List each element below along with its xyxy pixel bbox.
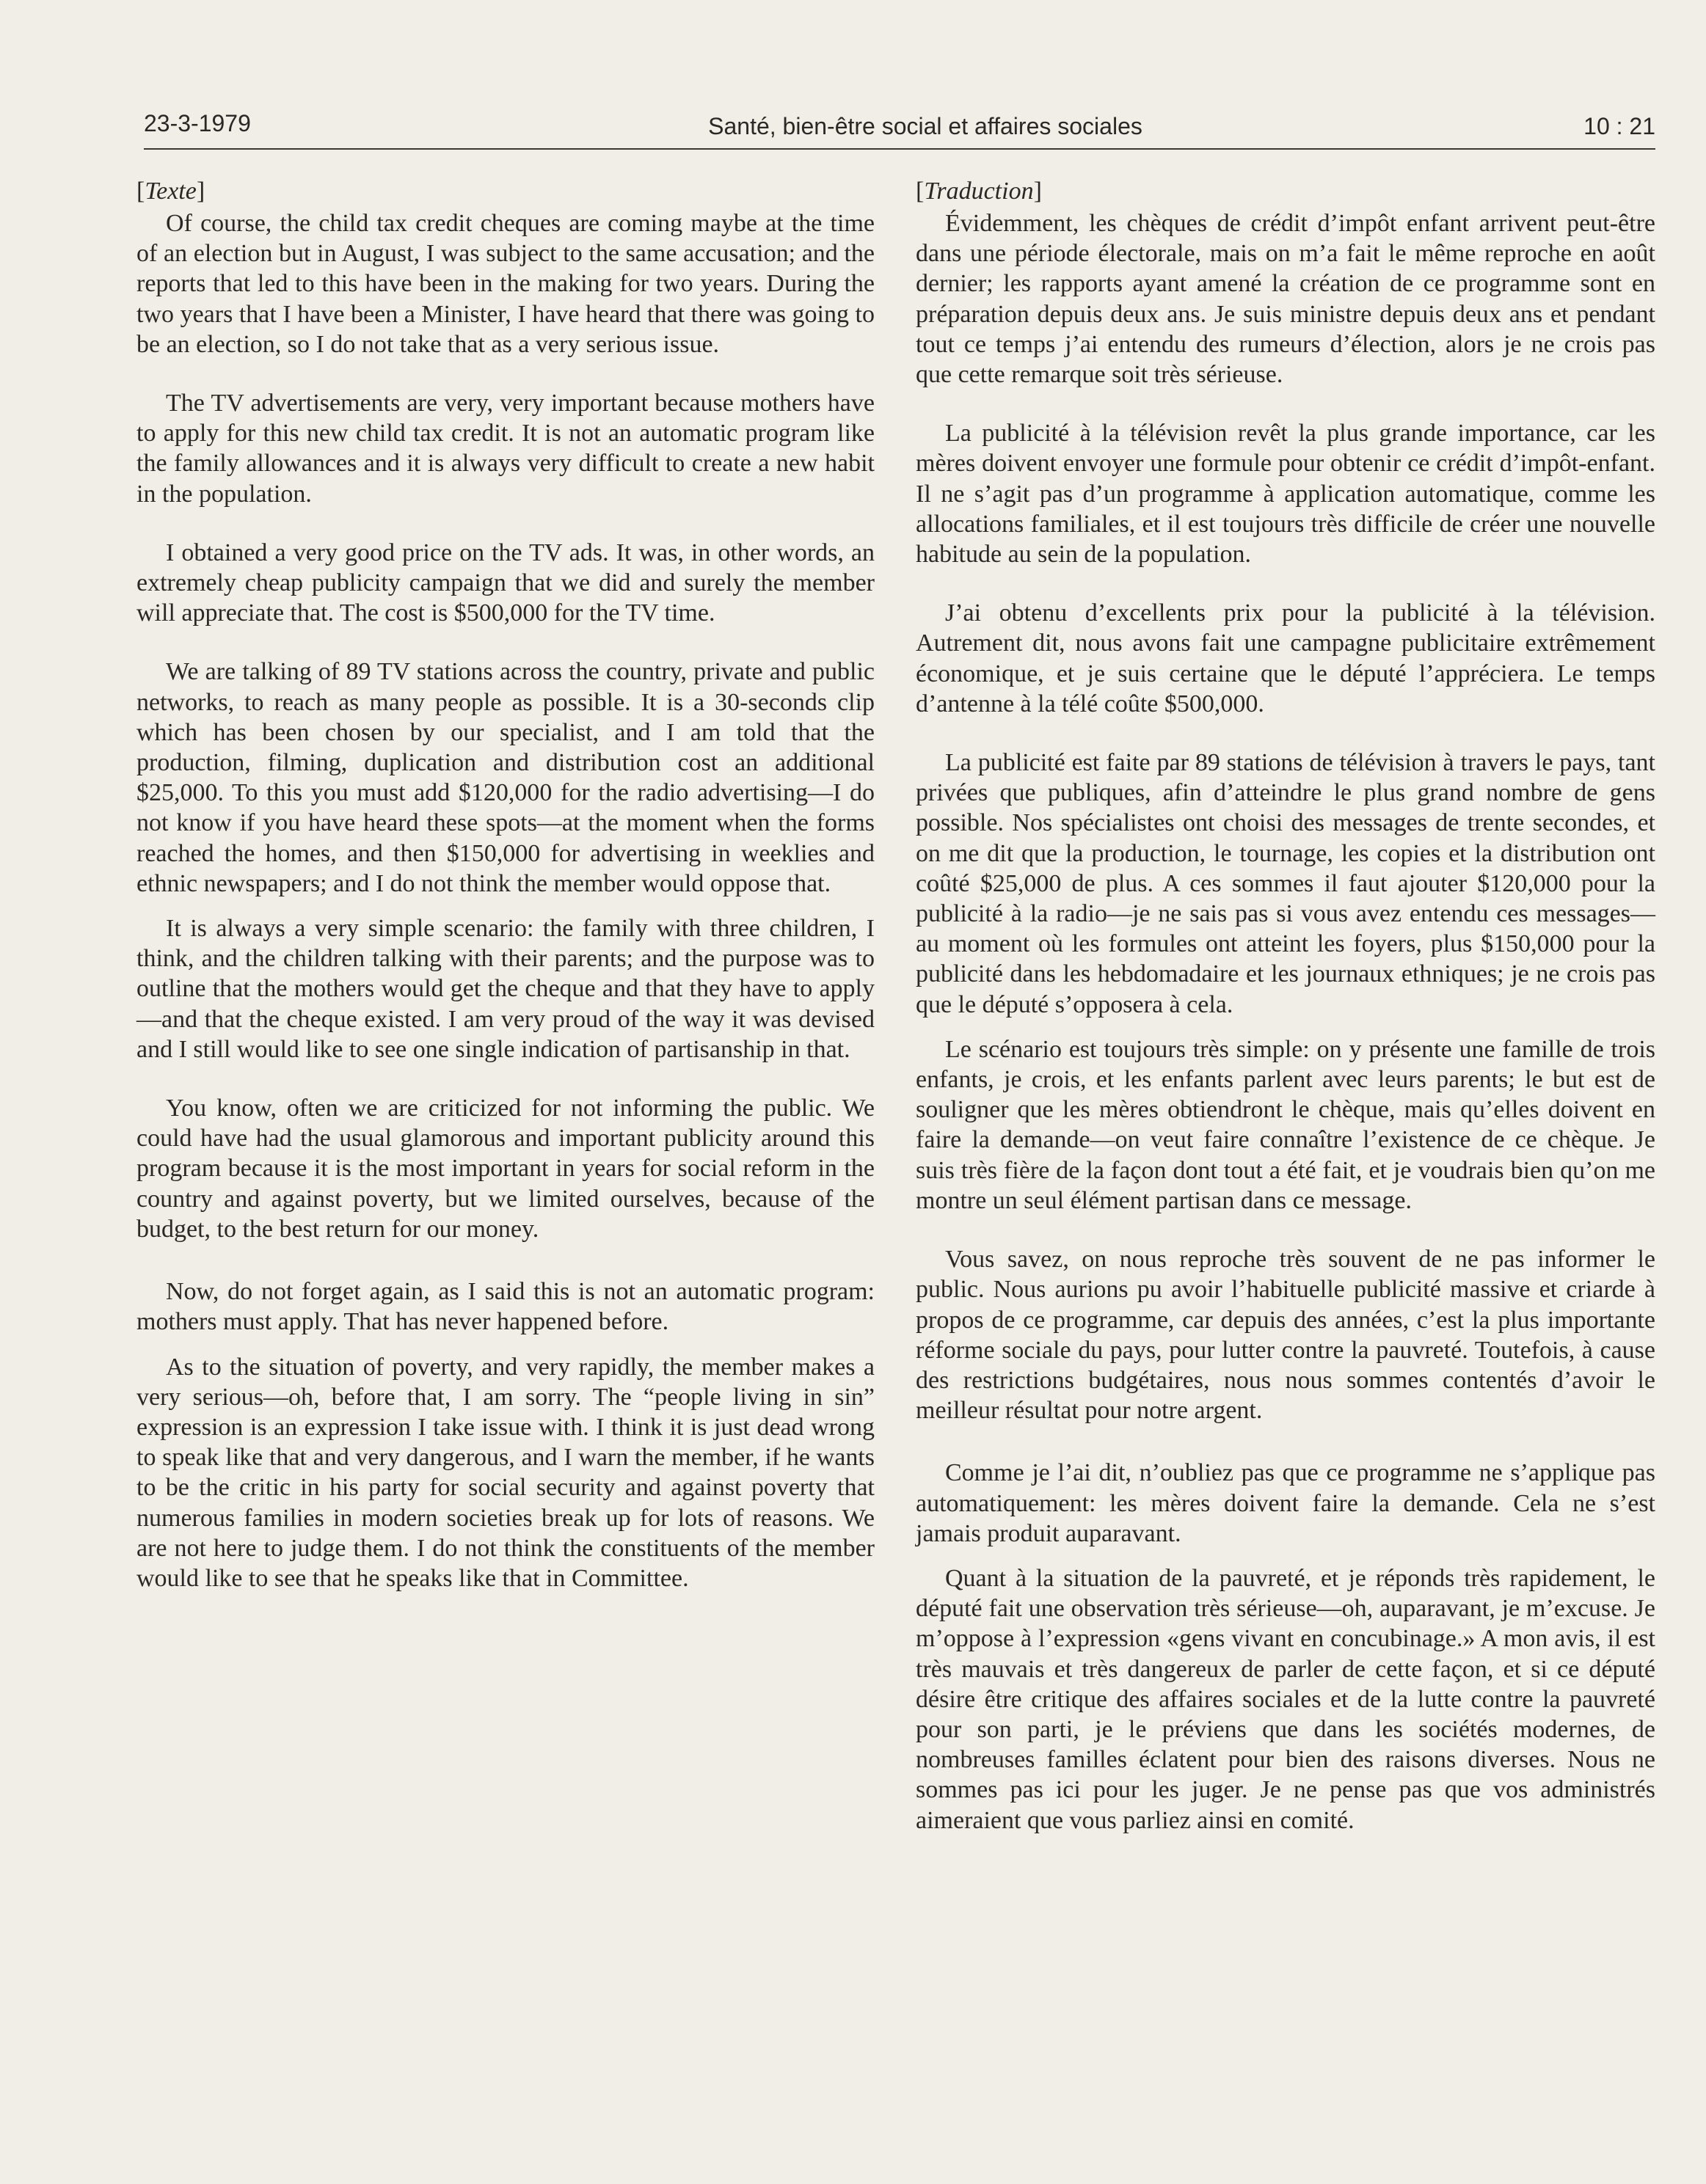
left-column-label-text: Texte bbox=[145, 178, 197, 205]
right-paragraph-7: Comme je l’ai dit, n’oubliez pas que ce programme ne s’applique pas automatiquement: les mères doivent faire la demande. Cela ne s’est jamais produit auparavant. bbox=[916, 1459, 1655, 1547]
right-column-label-text: Traduction bbox=[924, 178, 1034, 205]
right-paragraph-6: Vous savez, on nous reproche très souvent de ne pas informer le public. Nous aurions pu avoir l’habituelle publicité massive et criarde à propos de ce programme, car depuis des années, c’est la plus importante réforme sociale du pays, pour lutter contre la pauvreté. Toutefois, à cause des restrictions budgétaires, nous nous sommes contentés d’avoir le meilleur résultat pour notre argent. bbox=[916, 1246, 1655, 1425]
right-paragraph-1: Évidemment, les chèques de crédit d’impôt enfant arrivent peut-être dans une période électorale, mais on m’a fait le même reproche en août dernier; les rapports ayant amené la création de ce programme sont en préparation depuis deux ans. Je suis ministre depuis deux ans et pendant tout ce temps j’ai entendu des rumeurs d’élection, alors je ne crois pas que cette remarque soit très sérieuse. bbox=[916, 210, 1655, 389]
left-paragraph-6: You know, often we are criticized for not informing the public. We could have had the usual glamorous and important publicity around this program because it is the most important in years for social reform in the country and against poverty, but we limited ourselves, because of the budget, to the best return for our money. bbox=[136, 1095, 875, 1243]
left-paragraph-5: It is always a very simple scenario: the family with three children, I think, and the children talking with their parents; and the purpose was to outline that the mothers would get the cheque and that they have to apply—and that the cheque existed. I am very proud of the way it was devised and I still would like to see one single indication of partisanship in that. bbox=[136, 915, 875, 1063]
left-paragraph-1: Of course, the child tax credit cheques are coming maybe at the time of an election but in August, I was subject to the same accusation; and the reports that led to this have been in the making for two years. During the two years that I have been a Minister, I have heard that there was going to be an election, so I do not take that as a very serious issue. bbox=[136, 210, 875, 358]
left-paragraph-7: Now, do not forget again, as I said this is not an automatic program: mothers must apply. That has never happened before. bbox=[136, 1278, 875, 1336]
left-paragraph-4: We are talking of 89 TV stations across the country, private and public networks, to reach as many people as possible. It is a 30-seconds clip which has been chosen by our specialist, and I am told that the production, filming, duplication and distribution cost an additional $25,000. To this you must add $120,000 for the radio advertising—I do not know if you have heard these spots—at the moment when the forms reached the homes, and then $150,000 for advertising in weeklies and ethnic newspapers; and I do not think the member would oppose that. bbox=[136, 658, 875, 897]
header-title: Santé, bien-être social et affaires sociales bbox=[708, 113, 1142, 139]
header-rule bbox=[144, 148, 1655, 150]
header-date: 23-3-1979 bbox=[144, 110, 251, 136]
left-column-label: [Texte] bbox=[136, 178, 205, 205]
right-column-french bbox=[916, 176, 1655, 1864]
left-paragraph-8: As to the situation of poverty, and very rapidly, the member makes a very serious—oh, before that, I am sorry. The “people living in sin” expression is an expression I take issue with. I think it is just dead wrong to speak like that and very dangerous, and I warn the member, if he wants to be the critic in his party for social security and against poverty that numerous families in modern societies break up for lots of reasons. We are not here to judge them. I do not think the constituents of the member would like to see that he speaks like that in Committee. bbox=[136, 1353, 875, 1592]
right-paragraph-3: J’ai obtenu d’excellents prix pour la publicité à la télévision. Autrement dit, nous avons fait une campagne publicitaire extrêmement économique, et je suis certaine que le député l’appréciera. Le temps d’antenne à la télé coûte $500,000. bbox=[916, 599, 1655, 717]
right-paragraph-4: La publicité est faite par 89 stations de télévision à travers le pays, tant privées que publiques, afin d’atteindre le plus grand nombre de gens possible. Nos spécialistes ont choisi des messages de trente secondes, et on me dit que la production, le tournage, les copies et la distribution ont coûté $25,000 de plus. A ces sommes il faut ajouter $120,000 pour la publicité à la radio—je ne sais pas si vous avez entendu ces messages—au moment où les formules ont atteint les foyers, plus $150,000 pour la publicité dans les hebdomadaire et les journaux ethniques; je ne crois pas que le député s’opposera à cela. bbox=[916, 749, 1655, 1018]
right-paragraph-5: Le scénario est toujours très simple: on y présente une famille de trois enfants, je crois, et les enfants parlent avec leurs parents; le but est de souligner que les mères obtiendront le chèque, mais qu’elles doivent en faire la demande—on veut faire connaître l’existence de ce chèque. Je suis très fière de la façon dont tout a été fait, et je voudrais bien qu’on me montre un seul élément partisan dans ce message. bbox=[916, 1035, 1655, 1214]
left-column-english bbox=[136, 176, 875, 1622]
header-page-number: 10 : 21 bbox=[1583, 113, 1655, 139]
left-paragraph-2: The TV advertisements are very, very important because mothers have to apply for this new child tax credit. It is not an automatic program like the family allowances and it is always very difficult to create a new habit in the population. bbox=[136, 390, 875, 508]
right-paragraph-8: Quant à la situation de la pauvreté, et je réponds très rapidement, le député fait une observation très sérieuse—oh, auparavant, je m’excuse. Je m’oppose à l’expression «gens vivant en concubinage.» A mon avis, il est très mauvais et très dangereux de parler de cette façon, et si ce député désire être critique des affaires sociales et de la lutte contre la pauvreté pour son parti, je le préviens que dans les sociétés modernes, de nombreuses familles éclatent pour bien des raisons diverses. Nous ne sommes pas ici pour les juger. Je ne pense pas que vos administrés aimeraient que vous parliez ainsi en comité. bbox=[916, 1564, 1655, 1834]
right-column-label: [Traduction] bbox=[916, 178, 1042, 205]
left-paragraph-3: I obtained a very good price on the TV ads. It was, in other words, an extremely cheap publicity campaign that we did and surely the member will appreciate that. The cost is $500,000 for the TV time. bbox=[136, 538, 875, 627]
right-paragraph-2: La publicité à la télévision revêt la plus grande importance, car les mères doivent envoyer une formule pour obtenir ce crédit d’impôt-enfant. Il ne s’agit pas d’un programme à application automatique, comme les allocations familiales, et il est toujours très difficile de créer une nouvelle habitude au sein de la population. bbox=[916, 420, 1655, 569]
page-header bbox=[144, 107, 1655, 151]
